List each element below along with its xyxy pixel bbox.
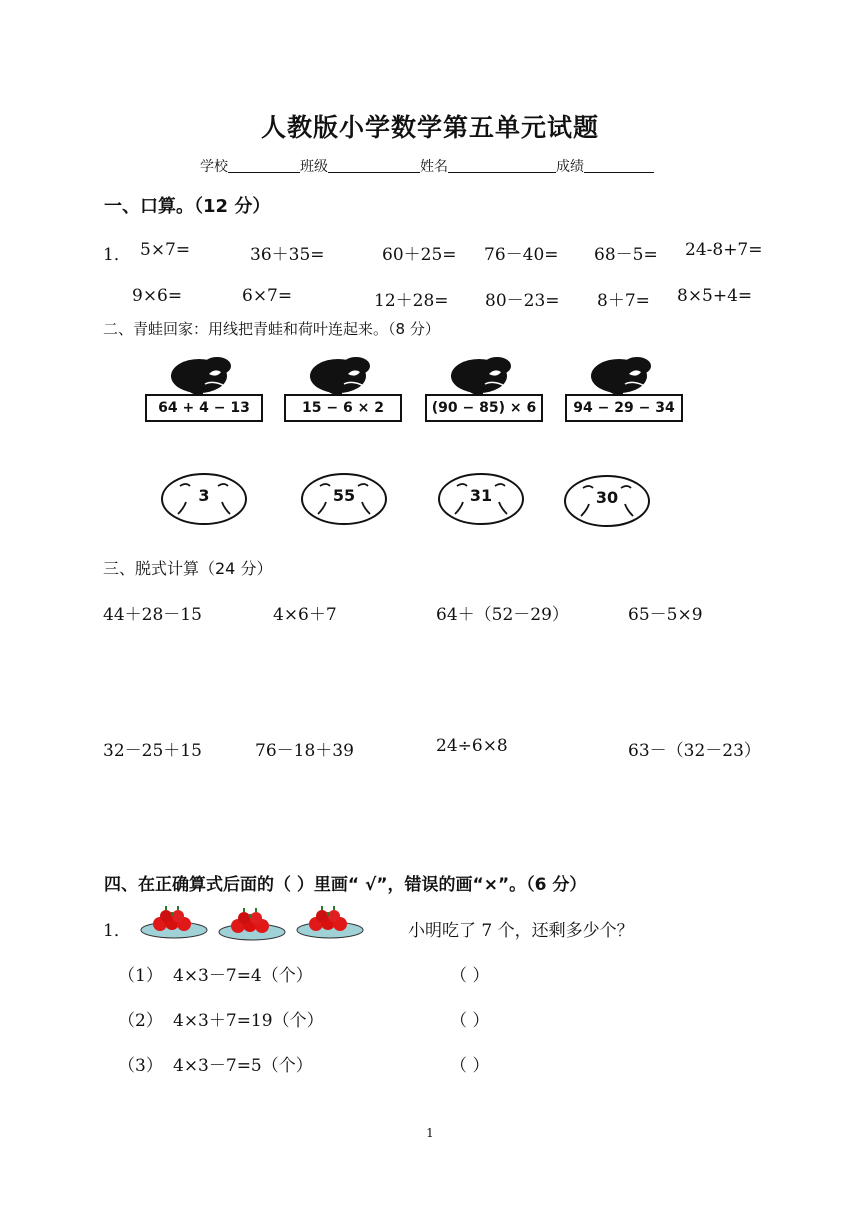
oral-calc-1-6: 24-8+7=	[685, 240, 763, 260]
school-label: 学校	[200, 159, 228, 175]
judge-item-1-label: （1）	[118, 966, 163, 986]
page-title: 人教版小学数学第五单元试题	[260, 113, 599, 142]
frog-icon	[449, 354, 517, 396]
frog-expression: 94 − 29 − 34	[565, 394, 683, 422]
frog-expression: 15 − 6 × 2	[284, 394, 402, 422]
apple-plate-icon	[140, 904, 208, 940]
lily-pad-number: 30	[595, 488, 619, 507]
step-calc-2-4: 63－（32－23）	[628, 741, 761, 761]
judge-item-2-answer-blank[interactable]: （ ）	[450, 1011, 490, 1031]
word-problem-question: 小明吃了 7 个，还剩多少个？	[408, 921, 634, 941]
section-4-heading: 四、在正确算式后面的（ ）里画“ √”，错误的画“×”。（6 分）	[104, 875, 587, 895]
lily-pad-number: 55	[332, 486, 356, 505]
oral-calc-2-6: 8×5+4=	[677, 286, 753, 306]
lily-pad-1[interactable]	[160, 472, 248, 526]
judge-item-3-answer-blank[interactable]: （ ）	[450, 1056, 490, 1076]
lily-pad-3[interactable]	[437, 472, 525, 526]
step-calc-1-2: 4×6＋7	[273, 605, 337, 625]
apple-plate-3	[296, 904, 364, 944]
name-label: 姓名	[420, 159, 448, 175]
apple-plate-icon	[218, 906, 286, 942]
lily-pad-number: 31	[469, 486, 493, 505]
frog-icon	[589, 354, 657, 396]
lily-pad-2[interactable]	[300, 472, 388, 526]
judge-item-3-label: （3）	[118, 1056, 163, 1076]
step-calc-1-3: 64＋（52－29）	[436, 605, 569, 625]
section-1-heading: 一、口算。（12 分）	[104, 196, 271, 217]
oral-calc-2-4: 80－23=	[485, 291, 560, 311]
judge-item-2-label: （2）	[118, 1011, 163, 1031]
class-blank[interactable]	[328, 158, 420, 173]
page-number: 1	[426, 1126, 434, 1140]
step-calc-1-4: 65－5×9	[628, 605, 703, 625]
score-blank[interactable]	[584, 158, 654, 173]
oral-calc-2-5: 8＋7=	[597, 291, 650, 311]
score-label: 成绩	[556, 159, 584, 175]
oral-calc-1-5: 68－5=	[594, 245, 658, 265]
section-2-heading: 二、青蛙回家：用线把青蛙和荷叶连起来。（8 分）	[103, 320, 440, 338]
oral-calc-1-4: 76－40=	[484, 245, 559, 265]
apple-plate-1	[140, 904, 208, 944]
oral-calc-1-3: 60＋25=	[382, 245, 457, 265]
oral-calc-2-3: 12＋28=	[374, 291, 449, 311]
lily-pad-4[interactable]	[563, 474, 651, 528]
frog-icon	[169, 354, 237, 396]
judge-item-1-answer-blank[interactable]: （ ）	[450, 966, 490, 986]
oral-calc-1-2: 36＋35=	[250, 245, 325, 265]
frog-icon	[308, 354, 376, 396]
section-1-number: 1．	[103, 245, 131, 265]
oral-calc-2-2: 6×7=	[242, 286, 293, 306]
oral-calc-2-1: 9×6=	[132, 286, 183, 306]
frog-expression: (90 − 85) × 6	[425, 394, 543, 422]
name-blank[interactable]	[448, 158, 556, 173]
school-blank[interactable]	[228, 158, 300, 173]
student-info-line	[200, 156, 654, 176]
frog-expression: 64 + 4 − 13	[145, 394, 263, 422]
lily-pad-number: 3	[198, 486, 210, 505]
judge-item-3-expression: 4×3－7=5（个）	[173, 1056, 313, 1076]
step-calc-2-2: 76－18＋39	[255, 741, 354, 761]
section-3-heading: 三、脱式计算（24 分）	[103, 559, 273, 578]
apple-plate-2	[218, 906, 286, 946]
step-calc-1-1: 44＋28－15	[103, 605, 202, 625]
apple-plate-icon	[296, 904, 364, 940]
judge-item-2-expression: 4×3＋7=19（个）	[173, 1011, 324, 1031]
judge-item-1-expression: 4×3－7=4（个）	[173, 966, 313, 986]
section-4-number: 1．	[103, 921, 131, 941]
class-label: 班级	[300, 159, 328, 175]
step-calc-2-1: 32－25＋15	[103, 741, 202, 761]
step-calc-2-3: 24÷6×8	[436, 736, 508, 756]
oral-calc-1-1: 5×7=	[140, 240, 191, 260]
